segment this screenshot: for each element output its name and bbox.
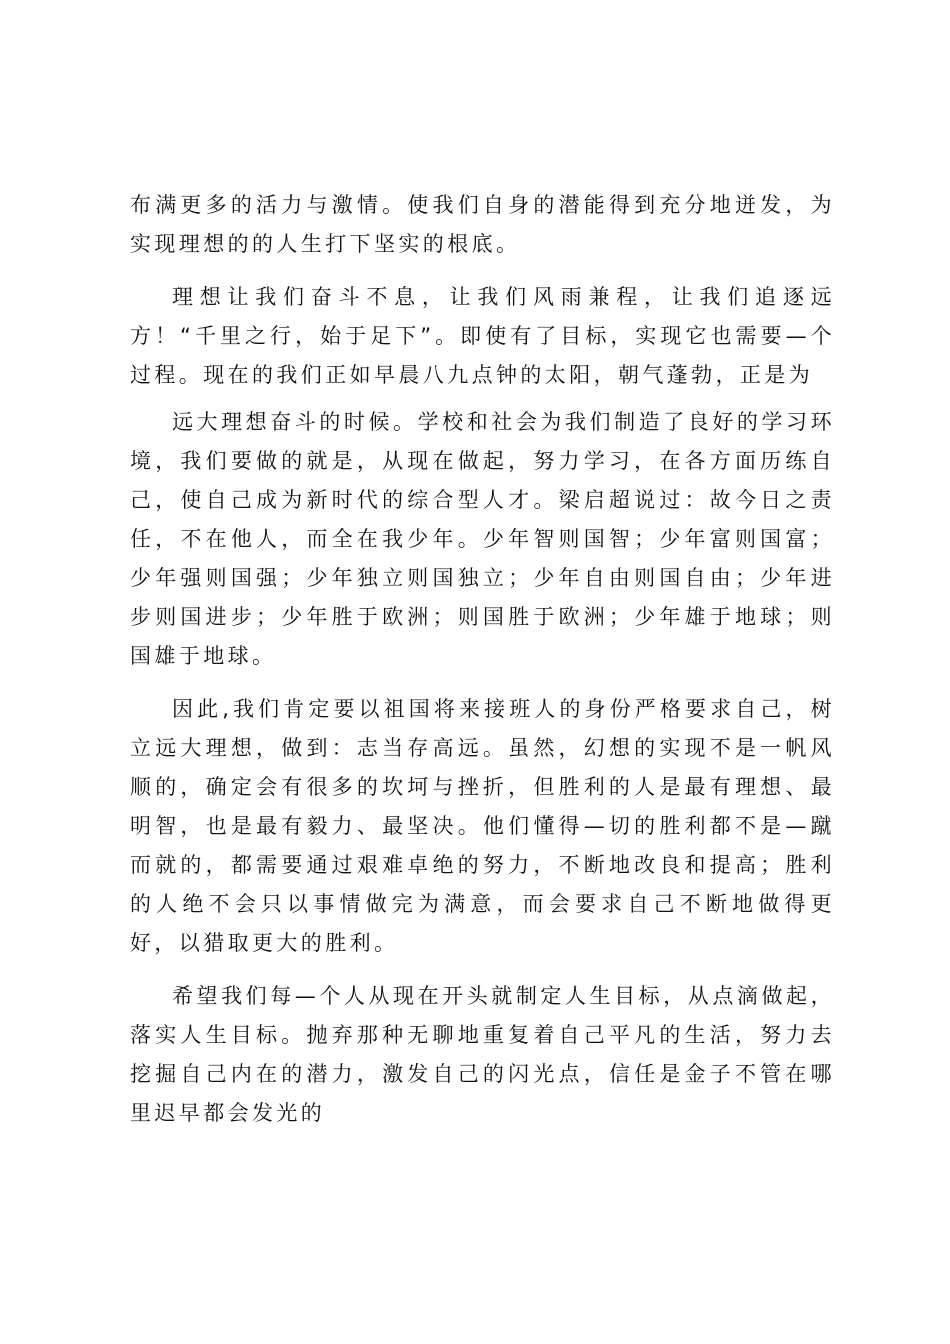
paragraph-3: 远大理想奋斗的时候。学校和社会为我们制造了良好的学习环境，我们要做的就是，从现在做起，努力学习，在各方面历练自己，使自己成为新时代的综合型人才。梁启超说过：故今日之责任，不在他人，而全在我少年。少年智则国智；少年富则国富；少年强则国强；少年独立则国独立；少年自由则国自由；少年进步则国进步；少年胜于欧洲；则国胜于欧洲；少年雄于地球；则国雄于地球。 (130, 410, 835, 668)
document-body (130, 186, 835, 1147)
paragraph-2: 理想让我们奋斗不息，让我们风雨兼程，让我们追逐远方！“千里之行，始于足下”。即使有了目标，实现它也需要—个过程。现在的我们正如早晨八九点钟的太阳，朝气蓬勃，正是为 (130, 285, 835, 387)
paragraph-1: 布满更多的活力与激情。使我们自身的潜能得到充分地迸发，为实现理想的的人生打下坚实的根底。 (130, 193, 835, 256)
paragraph-4: 因此,我们肯定要以祖国将来接班人的身份严格要求自己，树立远大理想，做到：志当存高远。虽然，幻想的实现不是一帆风顺的，确定会有很多的坎坷与挫折，但胜利的人是最有理想、最明智，也是最有毅力、最坚决。他们懂得—切的胜利都不是—蹴而就的，都需要通过艰难卓绝的努力，不断地改良和提高；胜利的人绝不会只以事情做完为满意，而会要求自己不断地做得更好，以猎取更大的胜利。 (130, 697, 835, 955)
paragraph-5: 希望我们每—个人从现在开头就制定人生目标，从点滴做起，落实人生目标。抛弃那种无聊地重复着自己平凡的生活，努力去挖掘自己内在的潜力，激发自己的闪光点，信任是金子不管在哪里迟早都会发光的 (130, 984, 835, 1125)
